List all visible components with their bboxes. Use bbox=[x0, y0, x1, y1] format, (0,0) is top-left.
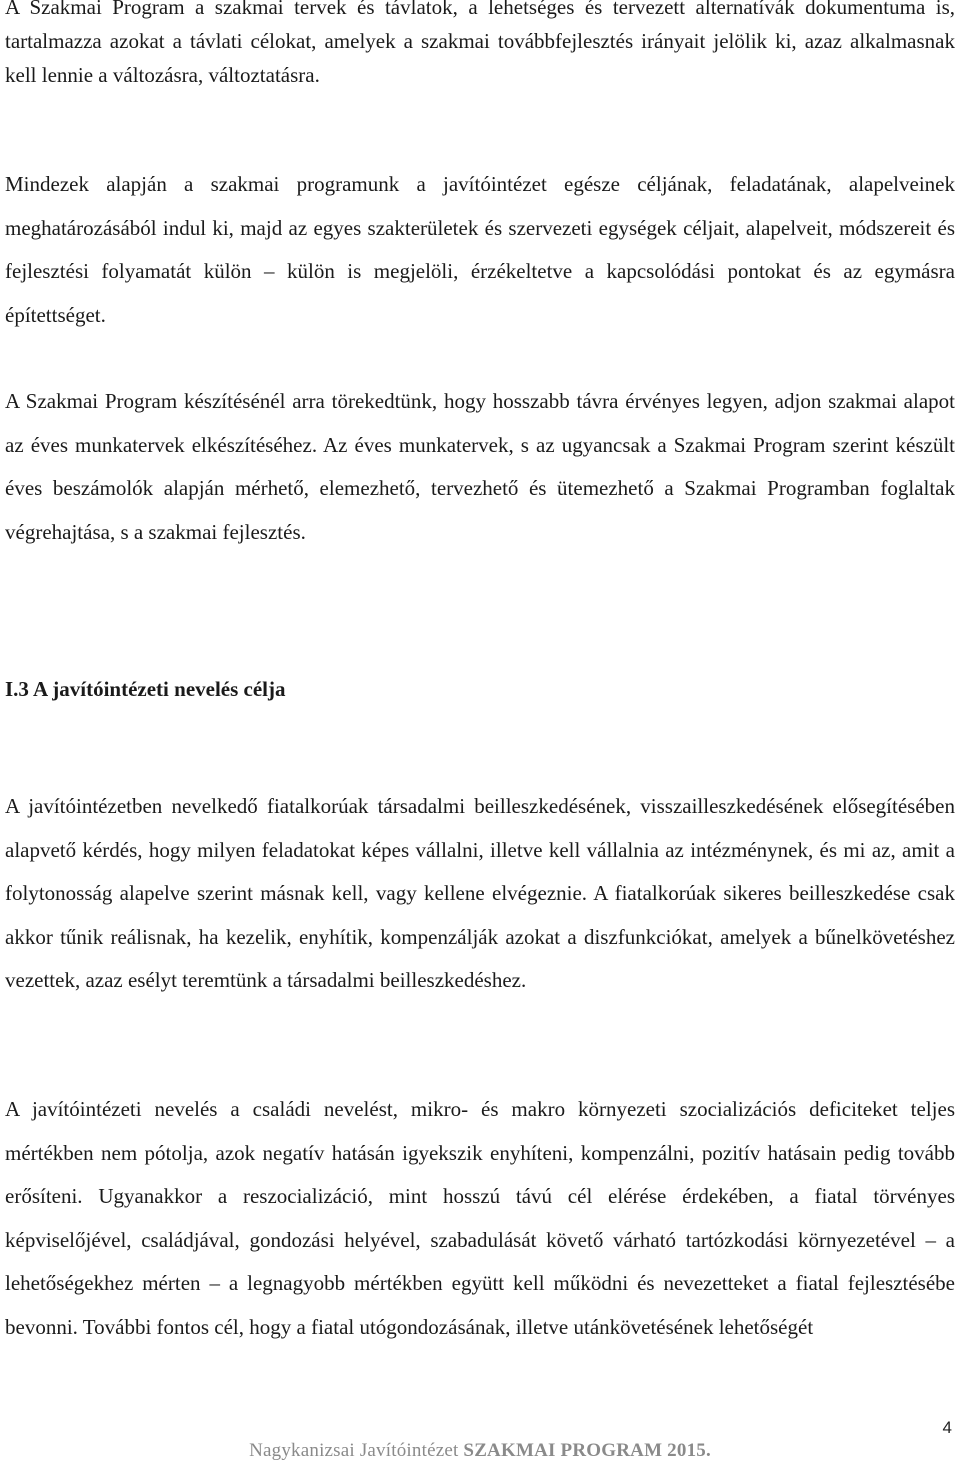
paragraph-3: A Szakmai Program készítésénél arra törekedtünk, hogy hosszabb távra érvényes legyen, adjon szakmai alapot az éves munkatervek elkészítéséhez. Az éves munkatervek, s az ugyancsak a Szakmai Program szerint készült éves beszámolók alapján mérhető, elemezhető, tervezhető és ütemezhető a Szakmai Programban foglaltak végrehajtása, s a szakmai fejlesztés. bbox=[5, 389, 955, 544]
page-number: 4 bbox=[942, 1418, 952, 1437]
footer-program: SZAKMAI PROGRAM 2015. bbox=[463, 1440, 711, 1461]
section-heading: I.3 A javítóintézeti nevelés célja bbox=[5, 677, 286, 701]
page-footer bbox=[0, 1440, 960, 1462]
paragraph-2: Mindezek alapján a szakmai programunk a javítóintézet egésze céljának, feladatának, alapelveinek meghatározásából indul ki, majd az egyes szakterületek és szervezeti egységek céljait, alapelveit, módszereit és fejlesztési folyamatát külön – külön is megjelöli, érzékeltetve a kapcsolódási pontokat és az egymásra építettséget. bbox=[5, 172, 955, 327]
footer-institution: Nagykanizsai Javítóintézet bbox=[249, 1440, 459, 1461]
paragraph-5: A javítóintézeti nevelés a családi nevelést, mikro- és makro környezeti szocializációs deficiteket teljes mértékben nem pótolja, azok negatív hatásán igyekszik enyhíteni, kompenzálni, pozitív hatásain pedig tovább erősíteni. Ugyanakkor a reszocializáció, mint hosszú távú cél elérése érdekében, a fiatal törvényes képviselőjével, családjával, gondozási helyével, szabadulását követő várható tartózkodási környezetével – a lehetőségekhez mérten – a legnagyobb mértékben együtt kell működni és nevezetteket a fiatal fejlesztésébe bevonni. További fontos cél, hogy a fiatal utógondozásának, illetve utánkövetésének lehetőségét bbox=[5, 1097, 955, 1339]
paragraph-4: A javítóintézetben nevelkedő fiatalkorúak társadalmi beilleszkedésének, visszailleszkedésének elősegítésében alapvető kérdés, hogy milyen feladatokat képes vállalni, illetve kell vállalnia az intézménynek, és mi az, amit a folytonosság alapelve szerint másnak kell, vagy kellene elvégeznie. A fiatalkorúak sikeres beilleszkedése csak akkor tűnik reálisnak, ha kezelik, enyhítik, kompenzálják azokat a diszfunkciókat, amelyek a bűnelkövetéshez vezettek, azaz esélyt teremtünk a társadalmi beilleszkedéshez. bbox=[5, 794, 955, 992]
paragraph-1: A Szakmai Program a szakmai tervek és távlatok, a lehetséges és tervezett alternatívák dokumentuma is, tartalmazza azokat a távlati célokat, amelyek a szakmai továbbfejlesztés irányait jelölik ki, azaz alkalmasnak kell lennie a változásra, változtatásra. bbox=[5, 0, 955, 87]
